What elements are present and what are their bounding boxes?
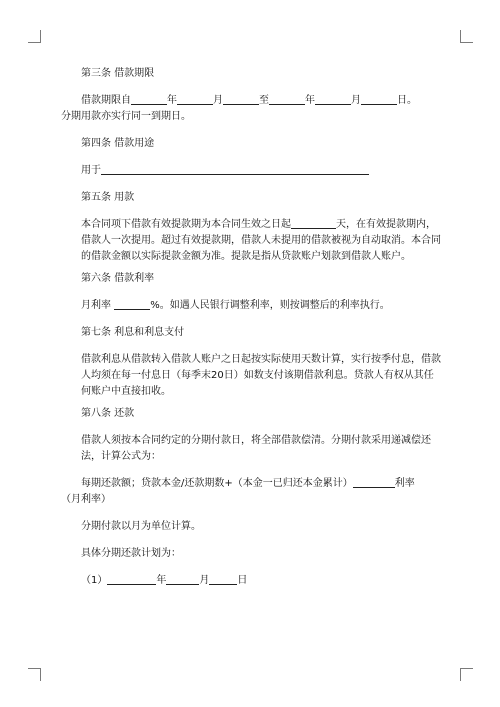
purpose-blank[interactable] bbox=[101, 163, 369, 175]
article-7-body: 借款利息从借款转入借款人账户之日起按实际使用天数计算，实行按季付息，借款人均须在每一付息日（每季末20日）如数支付该期借款利息。贷款人有权从其任何账户中直接扣收。 bbox=[81, 354, 441, 397]
crop-mark-top-right bbox=[460, 30, 473, 43]
crop-mark-bottom-left bbox=[28, 668, 41, 681]
end-day-blank[interactable] bbox=[361, 93, 397, 105]
formula-rate-label: 利率 bbox=[394, 478, 415, 489]
year-label: 年 bbox=[156, 575, 167, 586]
month-label: 月 bbox=[351, 95, 361, 106]
schedule-day-blank[interactable] bbox=[209, 573, 237, 585]
installment-unit-note: 分期付款以月为单位计算。 bbox=[81, 521, 201, 532]
article-8-body: 借款人须按本合同约定的分期付款日，将全部借款偿清。分期付款采用递减偿还法，计算公式为： bbox=[81, 435, 431, 462]
drawdown-days-blank[interactable] bbox=[291, 217, 336, 229]
article-5-body bbox=[61, 217, 443, 265]
start-day-blank[interactable] bbox=[223, 93, 259, 105]
article-5-title: 第五条 用款 bbox=[81, 192, 135, 203]
purpose-line bbox=[61, 163, 443, 179]
crop-mark-top-left bbox=[28, 30, 41, 43]
repayment-formula bbox=[61, 476, 443, 492]
day-label: 日 bbox=[237, 575, 248, 586]
installment-maturity-note: 分期用款亦实行同一到期日。 bbox=[61, 111, 191, 122]
year-label: 年 bbox=[167, 95, 177, 106]
month-label: 月 bbox=[213, 95, 223, 106]
schedule-year-blank[interactable] bbox=[107, 573, 156, 585]
day-label: 日。 bbox=[397, 95, 417, 106]
formula-monthly-rate: （月利率） bbox=[61, 494, 111, 505]
document-body bbox=[61, 66, 443, 589]
monthly-rate-label: 月利率 bbox=[81, 300, 111, 311]
monthly-rate-blank[interactable] bbox=[114, 298, 150, 310]
article-4-title: 第四条 借款用途 bbox=[81, 138, 155, 149]
schedule-month-blank[interactable] bbox=[166, 573, 199, 585]
formula-blank[interactable] bbox=[353, 476, 395, 488]
to-label: 至 bbox=[259, 95, 269, 106]
start-year-blank[interactable] bbox=[131, 93, 167, 105]
schedule-intro: 具体分期还款计划为： bbox=[81, 548, 181, 559]
purpose-label: 用于 bbox=[81, 165, 101, 176]
article-6-title: 第六条 借款利率 bbox=[81, 273, 155, 284]
drawdown-text-2: 天，在有效提款期内，借款人一次提用。超过有效提款期，借款人未提用的借款被视为自动取消。本合同的借款金额以实际提款金额为准。提款是指从贷款账户划款到借款人账户。 bbox=[81, 219, 441, 262]
interest-rate-text: %。如遇人民银行调整利率，则按调整后的利率执行。 bbox=[150, 300, 390, 311]
drawdown-text-1: 本合同项下借款有效提款期为本合同生效之日起 bbox=[81, 219, 291, 230]
schedule-item-1 bbox=[61, 573, 443, 589]
loan-term-label: 借款期限自 bbox=[81, 95, 131, 106]
crop-mark-bottom-right bbox=[460, 668, 473, 681]
loan-term-line bbox=[61, 93, 443, 109]
end-year-blank[interactable] bbox=[269, 93, 305, 105]
formula-text: 每期还款额；贷款本金/还款期数+（本金一已归还本金累计） bbox=[81, 478, 353, 489]
end-month-blank[interactable] bbox=[315, 93, 351, 105]
article-3-title: 第三条 借款期限 bbox=[81, 68, 155, 79]
schedule-item-number: （1） bbox=[81, 575, 108, 586]
start-month-blank[interactable] bbox=[177, 93, 213, 105]
year-label: 年 bbox=[305, 95, 315, 106]
article-7-title: 第七条 利息和利息支付 bbox=[81, 327, 185, 338]
article-8-title: 第八条 还款 bbox=[81, 408, 135, 419]
month-label: 月 bbox=[199, 575, 210, 586]
interest-rate-line bbox=[61, 298, 443, 314]
